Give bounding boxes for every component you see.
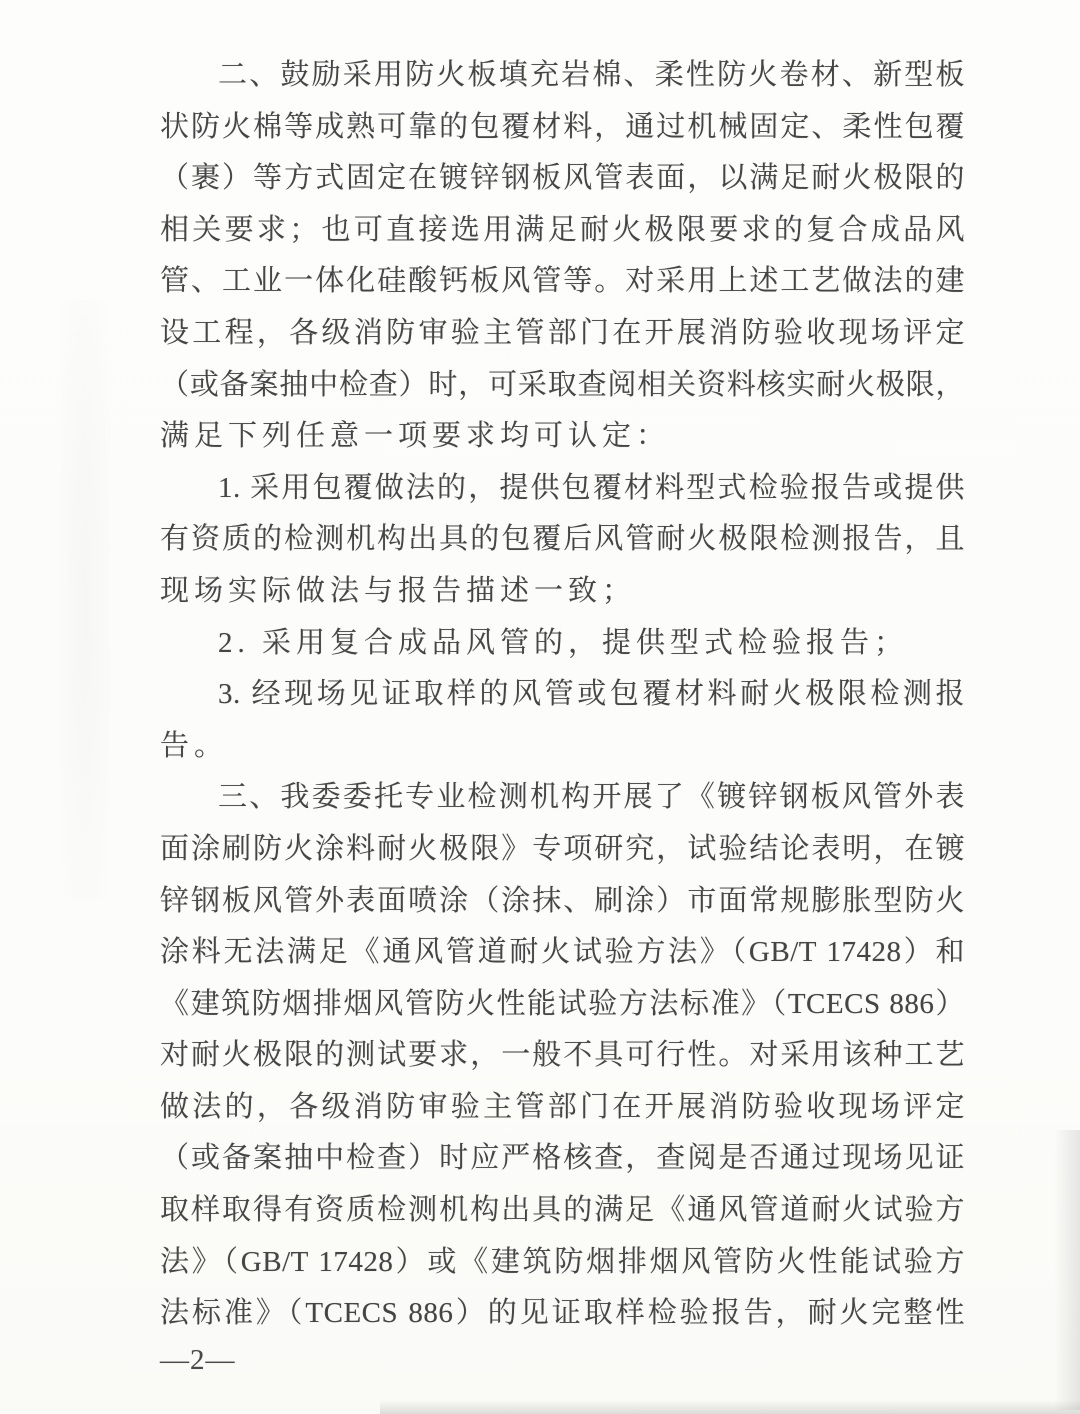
scan-smudge-artifact <box>60 300 110 900</box>
text-line: 有资质的检测机构出具的包覆后风管耐火极限检测报告，且 <box>160 523 965 556</box>
text-line: （裹）等方式固定在镀锌钢板风管表面，以满足耐火极限的 <box>160 162 965 195</box>
text-line: 涂料无法满足《通风管道耐火试验方法》（GB/T 17428）和 <box>160 936 965 969</box>
text-line: 相关要求；也可直接选用满足耐火极限要求的复合成品风 <box>160 213 965 246</box>
text-line: 设工程，各级消防审验主管部门在开展消防验收现场评定 <box>160 316 965 349</box>
text-line: 状防火棉等成熟可靠的包覆材料，通过机械固定、柔性包覆 <box>160 110 965 143</box>
text-line: 3. 经现场见证取样的风管或包覆材料耐火极限检测报 <box>218 678 965 711</box>
text-line: （或备案抽中检查）时，可采取查阅相关资料核实耐火极限， <box>160 368 965 401</box>
text-line: 告。 <box>160 729 229 762</box>
text-line: （或备案抽中检查）时应严格核查，查阅是否通过现场见证 <box>160 1142 965 1175</box>
text-line: 2. 采用复合成品风管的，提供型式检验报告； <box>218 626 909 659</box>
text-line: 面涂刷防火涂料耐火极限》专项研究，试验结论表明，在镀 <box>160 832 965 865</box>
text-line: 现场实际做法与报告描述一致； <box>160 574 637 607</box>
text-line: 管、工业一体化硅酸钙板风管等。对采用上述工艺做法的建 <box>160 265 965 298</box>
page-number: —2— <box>160 1344 236 1376</box>
text-line: 法标准》（TCECS 886）的见证取样检验报告，耐火完整性 <box>160 1297 965 1330</box>
document-body <box>160 50 965 1340</box>
scan-edge-shadow-right <box>1054 1130 1080 1410</box>
text-line: 取样取得有资质检测机构出具的满足《通风管道耐火试验方 <box>160 1194 965 1227</box>
text-line: 1. 采用包覆做法的，提供包覆材料型式检验报告或提供 <box>218 471 965 504</box>
scan-edge-shadow-bottom <box>380 1400 1080 1414</box>
text-line: 二、鼓励采用防火板填充岩棉、柔性防火卷材、新型板 <box>218 59 965 91</box>
text-line: 满足下列任意一项要求均可认定： <box>160 420 671 453</box>
text-line: 《建筑防烟排烟风管防火性能试验方法标准》（TCECS 886） <box>160 987 965 1020</box>
text-line: 法》（GB/T 17428）或《建筑防烟排烟风管防火性能试验方 <box>160 1245 965 1278</box>
text-line: 锌钢板风管外表面喷涂（涂抹、刷涂）市面常规膨胀型防火 <box>160 884 965 917</box>
text-line: 三、我委委托专业检测机构开展了《镀锌钢板风管外表 <box>218 781 965 814</box>
text-line: 对耐火极限的测试要求，一般不具可行性。对采用该种工艺 <box>160 1039 965 1072</box>
text-line: 做法的，各级消防审验主管部门在开展消防验收现场评定 <box>160 1090 965 1123</box>
